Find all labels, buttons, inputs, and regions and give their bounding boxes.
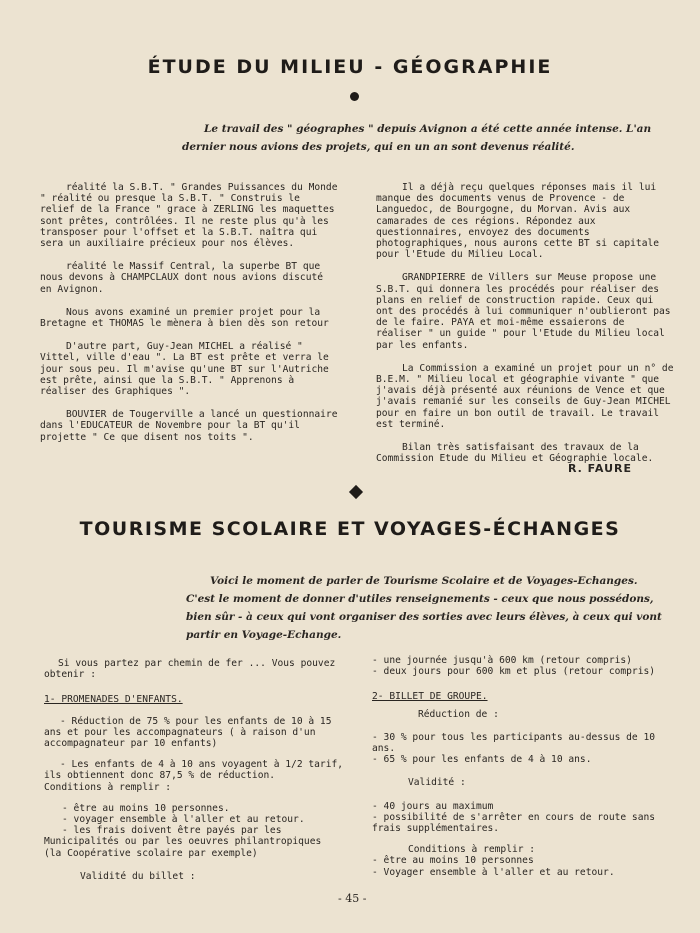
conditions-label: Conditions à remplir :: [44, 781, 172, 793]
validity-item: - 40 jours au maximum: [372, 800, 494, 812]
trip-item: - deux jours pour 600 km et plus (retour compris): [372, 666, 656, 678]
left-column-geographie: [40, 182, 340, 455]
page-number: - 45 -: [338, 892, 367, 905]
validity-item: - possibilité de s'arrêter en cours de route sans frais supplémentaires.: [372, 811, 656, 835]
condition-item: - être au moins 10 personnes: [372, 855, 534, 867]
paragraph: Il a déjà reçu quelques réponses mais il lui manque des documents venus de Provence - de Languedoc, de Bourgogne, du Morvan. Avis aux camarades de ces régions. Répondez aux questionnaires, envoyez des documents photographiques, nous aurons cette BT si capitale pour l'Etude du Milieu Local.: [376, 182, 660, 261]
bullet-ornament: [350, 92, 359, 101]
heading-billet-groupe: 2- BILLET DE GROUPE.: [372, 691, 488, 703]
paragraph: GRANDPIERRE de Villers sur Meuse propose une S.B.T. qui donnera les procédés pour réaliser des plans en relief de construction rapide. Ceux qui ont des procédés à lui communiquer n'oublieront pas de le faire. PAYA et moi-même essaierons de réaliser " un guide " pour l'Etude du Milieu local par les enfants.: [376, 272, 671, 351]
small-children-text: - Les enfants de 4 à 10 ans voyagent à 1/2 tarif, ils obtiennent donc 87,5 % de réduction.: [44, 759, 344, 782]
conditions-label: Conditions à remplir :: [408, 844, 536, 856]
paragraph: réalité le Massif Central, la superbe BT que nous devons à CHAMPCLAUX dont nous avions discuté en Avignon.: [40, 261, 324, 295]
heading-promenades: 1- PROMENADES D'ENFANTS.: [44, 694, 183, 706]
section-title-tourisme: TOURISME SCOLAIRE ET VOYAGES-ÉCHANGES: [79, 518, 621, 540]
opening-text: Si vous partez par chemin de fer ... Vous pouvez obtenir :: [44, 658, 336, 681]
right-column-tourisme: [372, 655, 682, 878]
validity-label: Validité :: [408, 777, 466, 789]
paragraph: Nous avons examiné un premier projet pour la Bretagne et THOMAS le mènera à bien dès son retour: [40, 306, 329, 330]
paragraph: réalité la S.B.T. " Grandes Puissances du Monde " réalité ou presque la S.B.T. " Construis le relief de la France " grace à ZERLING les maquettes sont prêtes, contrôlées. Il ne reste plus qu'à les transposer pour l'offset et la S.B.T. naîtra qui sera un auxiliaire précieux pour nos élèves.: [40, 182, 338, 250]
condition-item: - les frais doivent être payés par les Municipalités ou par les oeuvres philantropiques (la Coopérative scolaire par exemple): [44, 825, 322, 859]
paragraph: Bilan très satisfaisant des travaux de la Commission Etude du Milieu et Géographie locale.: [376, 442, 654, 465]
paragraph: La Commission a examiné un projet pour un n° de B.E.M. " Milieu local et géographie vivante " que j'avais déjà présenté aux réunions de Vence et que j'avais remanié sur les conseils de Guy-Jean MICHEL pour en faire un bon outil de travail. Le travail est terminé.: [376, 362, 674, 430]
section-intro-tourisme: Voici le moment de parler de Tourisme Scolaire et de Voyages-Echanges. C'est le moment de donner d'utiles renseignements - ceux que nous possédons, bien sûr - à ceux qui vont organiser des sorties avec leurs élèves, à ceux qui vont partir en Voyage-Echange.: [186, 575, 662, 641]
reduction-item: - 65 % pour les enfants de 4 à 10 ans.: [372, 754, 592, 766]
section-intro-geographie: Le travail des " géographes " depuis Avignon a été cette année intense. L'an dernier nous avions des projets, qui en un an sont devenus réalité.: [182, 123, 652, 153]
reduction-text: - Réduction de 75 % pour les enfants de 10 à 15 ans et pour les accompagnateurs ( à raison d'un accompagnateur par 10 enfants): [44, 715, 332, 750]
trip-item: - une journée jusqu'à 600 km (retour compris): [372, 655, 632, 666]
section-title-geographie: ÉTUDE DU MILIEU - GÉOGRAPHIE: [147, 56, 553, 78]
condition-item: - Voyager ensemble à l'aller et au retour.: [372, 866, 615, 878]
right-column-geographie: [376, 182, 676, 476]
left-column-tourisme: [44, 658, 344, 882]
diamond-ornament: [349, 485, 363, 499]
paragraph: BOUVIER de Tougerville a lancé un questionnaire dans l'EDUCATEUR de Novembre pour la BT qu'il projette " Ce que disent nos toits ".: [40, 409, 338, 443]
validity-label: Validité du billet :: [80, 870, 196, 882]
paragraph: D'autre part, Guy-Jean MICHEL a réalisé " Vittel, ville d'eau ". La BT est prête et verra le jour sous peu. Il m'avise qu'une BT sur l'Autriche est prête, ainsi que la S.B.T. " Apprenons à réaliser des Graphiques ".: [40, 341, 329, 398]
signature: R. FAURE: [568, 462, 633, 475]
condition-item: - voyager ensemble à l'aller et au retour.: [62, 814, 305, 826]
reduction-item: - 30 % pour tous les participants au-dessus de 10 ans.: [372, 731, 656, 755]
condition-item: - être au moins 10 personnes.: [62, 802, 230, 814]
reduction-label: Réduction de :: [418, 708, 499, 720]
